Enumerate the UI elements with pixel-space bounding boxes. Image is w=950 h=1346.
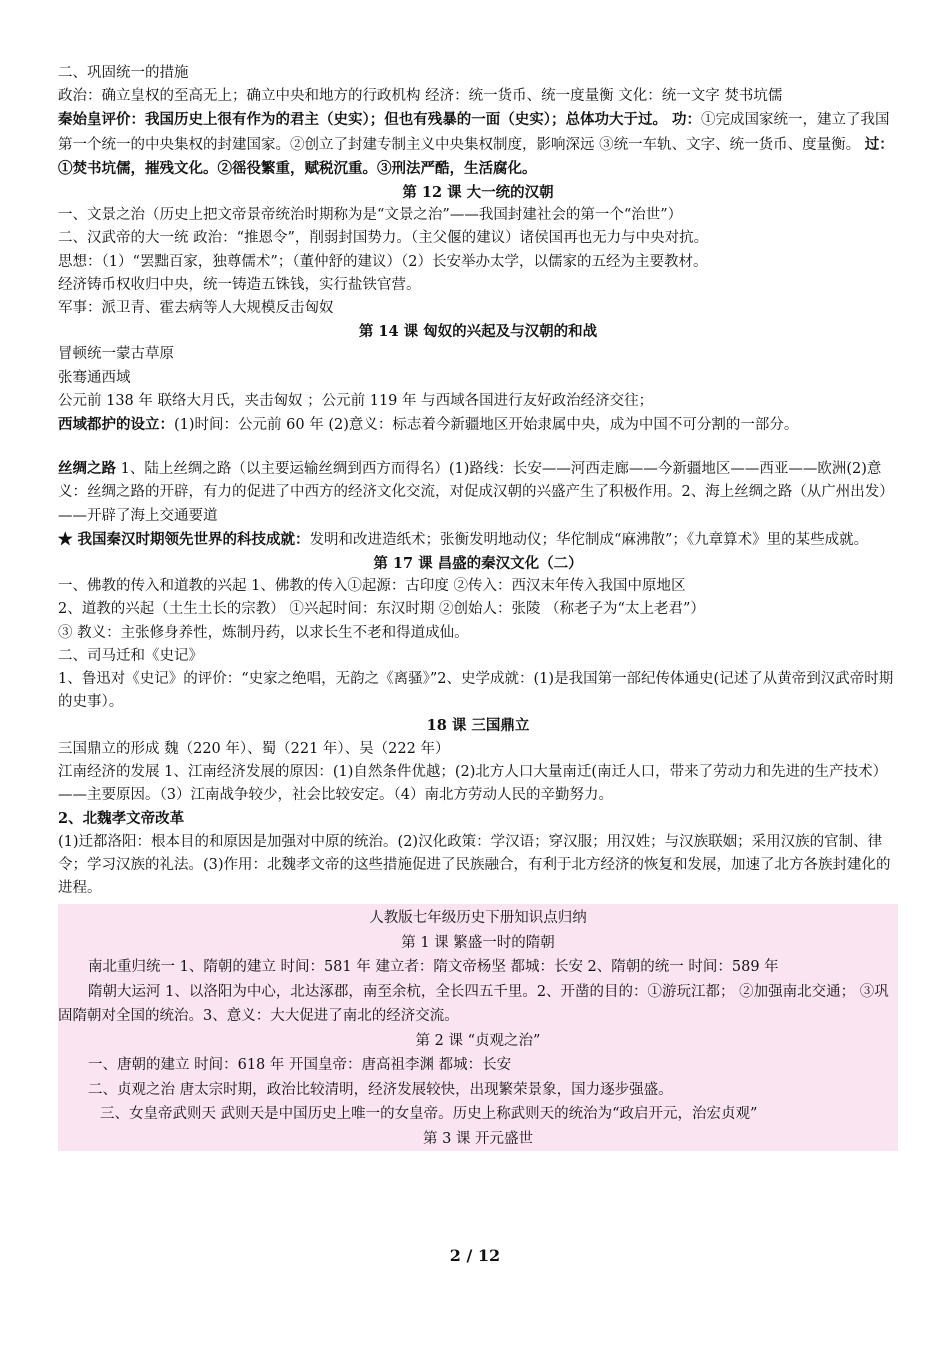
paragraph-doctrine: ③ 教义：主张修身养性，炼制丹药，以求长生不老和得道成仙。 bbox=[58, 624, 469, 641]
paragraph-thought: 思想：（1）“罢黜百家，独尊儒术”；（董仲舒的建议）（2）长安举办太学，以儒家的五经为主要教材。 bbox=[58, 253, 708, 270]
paragraph-military: 军事：派卫青、霍去病等人大规模反击匈奴 bbox=[58, 300, 334, 317]
paragraph-economy: 经济铸币权收归中央，统一铸造五铢钱，实行盐铁官营。 bbox=[58, 276, 421, 293]
evaluation-faults: ①焚书坑儒，摧残文化。②徭役繁重，赋税沉重。③刑法严酷，生活腐化。 bbox=[58, 159, 537, 177]
box-sui-founding: 南北重归统一 1、隋朝的建立 时间：581 年 建立者：隋文帝杨坚 都城：长安 2、隋朝的统一 时间：589 年 bbox=[88, 959, 779, 976]
paragraph-simaqian: 二、司马迁和《史记》 bbox=[58, 647, 203, 664]
box-lesson-3-title: 第 3 课 开元盛世 bbox=[422, 1130, 534, 1147]
paragraph-jiangnan: 江南经济的发展 1、江南经济发展的原因：(1)自然条件优越；(2)北方人口大量南迁(南迁人口，带来了劳动力和先进的生产技术）——主要原因。（3）江南战争较少，社会比较安定。（4）南北方劳动人民的辛勤努力。 bbox=[58, 763, 888, 804]
lesson-17-title: 第 17 课 昌盛的秦汉文化（二） bbox=[373, 555, 583, 573]
paragraph-duhu bbox=[58, 413, 898, 437]
paragraph-science bbox=[58, 528, 898, 552]
science-text: 发明和改进造纸术；张衡发明地动仪；华佗制成“麻沸散”；《九章算术》里的某些成就。 bbox=[309, 531, 869, 548]
paragraph-wudi: 二、汉武帝的大一统 政治：“推恩令”，削弱封国势力。（主父偃的建议）诸侯国再也无力与中央对抗。 bbox=[58, 230, 709, 247]
section-heading-consolidation: 二、巩固统一的措施 bbox=[58, 65, 189, 81]
paragraph-reform: (1)迁都洛阳：根本目的和原因是加强对中原的统治。(2)汉化政策：学汉语；穿汉服；用汉姓；与汉族联姻；采用汉族的官制、律令；学习汉族的礼法。(3)作用：北魏孝文帝的这些措施促进了民族融合，有利于北方经济的恢复和发展，加速了北方各族封建化的进程。 bbox=[58, 833, 891, 896]
paragraph-taoism: 2、道教的兴起（土生土长的宗教） ①兴起时间：东汉时期 ②创始人：张陵 （称老子为“太上老君”） bbox=[58, 601, 705, 618]
paragraph-qin-evaluation bbox=[58, 108, 898, 181]
silk-road-text: 1、陆上丝绸之路（以主要运输丝绸到西方而得名）(1)路线：长安——河西走廊——今新疆地区——西亚——欧洲(2)意义：丝绸之路的开辟，有力的促进了中西方的经济文化交流，对促成汉朝的兴盛产生了积极作用。2、海上丝绸之路（从广州出发）——开辟了海上交通要道 bbox=[58, 461, 894, 524]
paragraph-three-kingdoms: 三国鼎立的形成 魏（220 年）、蜀（221 年）、吴（222 年） bbox=[58, 740, 450, 757]
box-lesson-2-title: 第 2 课 “贞观之治” bbox=[415, 1032, 541, 1049]
paragraph-xiaowen-heading: 2、北魏孝文帝改革 bbox=[58, 810, 185, 828]
paragraph-silk-road bbox=[58, 457, 898, 528]
box-wuzetian: 三、女皇帝武则天 武则天是中国历史上唯一的女皇帝。历史上称武则天的统治为“政启开元，治宏贞观” bbox=[100, 1106, 758, 1123]
paragraph-measures: 政治：确立皇权的至高无上；确立中央和地方的行政机构 经济：统一货币、统一度量衡 文化：统一文字 焚书坑儒 bbox=[58, 88, 783, 105]
spacer bbox=[58, 437, 898, 457]
highlight-box-grade7 bbox=[58, 904, 898, 1151]
lesson-12-title: 第 12 课 大一统的汉朝 bbox=[402, 184, 554, 202]
document-page bbox=[58, 62, 898, 1151]
duhu-text: (1)时间：公元前 60 年 (2)意义：标志着今新疆地区开始隶属中央，成为中国不可分割的一部分。 bbox=[174, 417, 799, 434]
box-lesson-1-title: 第 1 课 繁盛一时的隋朝 bbox=[401, 934, 555, 951]
evaluation-label: 秦始皇评价：我国历史上很有作为的君主（史实）；但也有残暴的一面（史实）；总体功大于过。 功： bbox=[58, 111, 702, 129]
paragraph-maodun: 冒顿统一蒙古草原 bbox=[58, 346, 174, 363]
evaluation-merits: ①完成国家统一，建立了我国第一个统一的中央集权的封建国家。②创立了封建专制主义中央集权制度，影响深远 ③统一车轨、文字、统一货币、度量衡。 bbox=[58, 112, 890, 153]
page-number: 2 / 12 bbox=[449, 1246, 501, 1265]
duhu-label: 西域都护的设立： bbox=[58, 416, 174, 434]
box-tang-founding: 一、唐朝的建立 时间：618 年 开国皇帝：唐高祖李渊 都城：长安 bbox=[88, 1057, 512, 1074]
paragraph-zhangqian: 张骞通西域 bbox=[58, 369, 131, 386]
paragraph-wenjing: 一、文景之治（历史上把文帝景帝统治时期称为是“文景之治”——我国封建社会的第一个“治世”） bbox=[58, 207, 683, 224]
silk-road-label: 丝绸之路 bbox=[58, 460, 116, 478]
science-label: ★ 我国秦汉时期领先世界的科技成就： bbox=[58, 530, 310, 548]
paragraph-dates: 公元前 138 年 联络大月氏，夹击匈奴 ；公元前 119 年 与西域各国进行友好政治经济交往； bbox=[58, 392, 654, 409]
box-title: 人教版七年级历史下册知识点归纳 bbox=[369, 910, 587, 927]
box-zhenguan: 二、贞观之治 唐太宗时期，政治比较清明，经济发展较快，出现繁荣景象，国力逐步强盛。 bbox=[88, 1081, 673, 1098]
lesson-18-title: 18 课 三国鼎立 bbox=[426, 717, 530, 735]
lesson-14-title: 第 14 课 匈奴的兴起及与汉朝的和战 bbox=[358, 323, 598, 341]
paragraph-buddhism: 一、佛教的传入和道教的兴起 1、佛教的传入①起源：古印度 ②传入：西汉末年传入我国中原地区 bbox=[58, 578, 686, 595]
box-grand-canal: 隋朝大运河 1、以洛阳为中心，北达涿郡，南至余杭，全长四五千里。2、开凿的目的：①游玩江都； ②加强南北交通； ③巩固隋朝对全国的统治。3、意义：大大促进了南北的经济交流。 bbox=[58, 983, 889, 1025]
faults-label: 过： bbox=[864, 135, 894, 153]
paragraph-shiji: 1、鲁迅对《史记》的评价：“史家之绝唱，无韵之《离骚》”2、史学成就：(1)是我国第一部纪传体通史(记述了从黄帝到汉武帝时期的史事）。 bbox=[58, 671, 894, 711]
